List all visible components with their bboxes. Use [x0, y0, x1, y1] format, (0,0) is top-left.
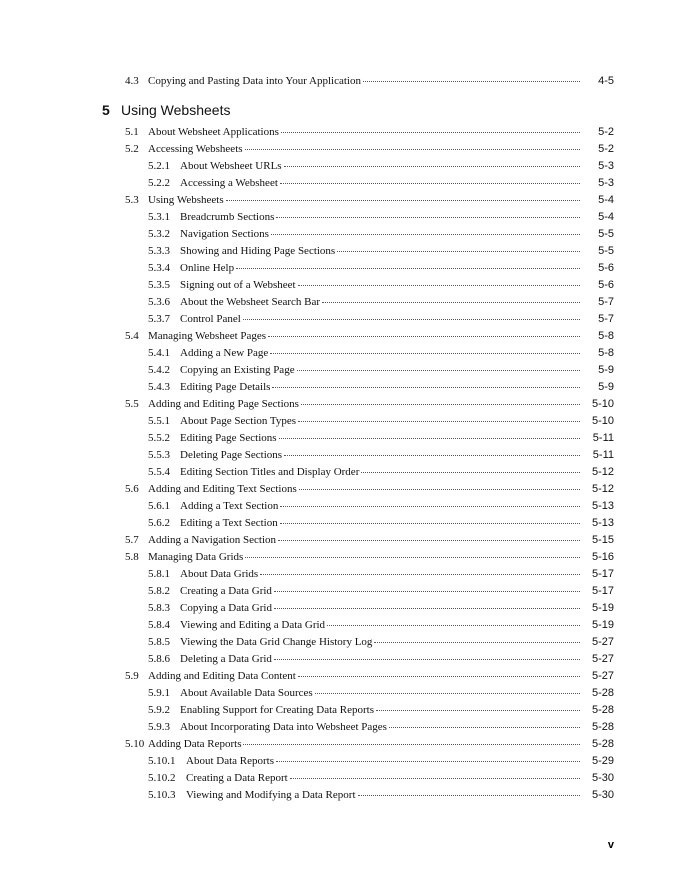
toc-entry-page: 5-15 [591, 534, 614, 546]
toc-entry-page: 5-9 [598, 364, 614, 376]
toc-entry-number: 5.9.3 [148, 721, 170, 733]
dot-leader [276, 761, 580, 762]
toc-entry-page: 5-2 [598, 143, 614, 155]
toc-entry[interactable] [125, 736, 614, 753]
toc-entry-title: Adding and Editing Text Sections [148, 483, 297, 495]
chapter-number: 5 [102, 102, 110, 118]
toc-entry-title: Viewing and Modifying a Data Report [186, 789, 356, 801]
toc-entry-title: Deleting Page Sections [180, 449, 283, 461]
toc-entry[interactable] [148, 362, 614, 379]
toc-entry[interactable] [148, 515, 614, 532]
toc-entry-number: 5.6.2 [148, 517, 170, 529]
toc-entry-title: About Websheet Applications [148, 126, 279, 138]
toc-entry-number: 5.4.1 [148, 347, 170, 359]
toc-entry-page: 5-4 [598, 211, 614, 223]
toc-entry-title: Control Panel [180, 313, 241, 325]
toc-entry-number: 5.10.1 [148, 755, 176, 767]
toc-entry-number: 5.3.4 [148, 262, 170, 274]
toc-entry-number: 5.6 [125, 483, 139, 495]
toc-entry-title: Adding and Editing Data Content [148, 670, 296, 682]
dot-leader [297, 370, 580, 371]
dot-leader [274, 591, 580, 592]
toc-entry-page: 5-28 [591, 687, 614, 699]
toc-entry-page: 5-10 [591, 415, 614, 427]
dot-leader [274, 659, 580, 660]
toc-entry-page: 5-28 [591, 704, 614, 716]
toc-entry[interactable] [148, 583, 614, 600]
toc-entry[interactable] [148, 787, 614, 804]
toc-entry[interactable] [125, 549, 614, 566]
dot-leader [268, 336, 580, 337]
dot-leader [279, 438, 580, 439]
toc-entry[interactable] [125, 668, 614, 685]
toc-entry-number: 5.3.7 [148, 313, 170, 325]
toc-entry-title: Creating a Data Grid [180, 585, 272, 597]
toc-entry[interactable] [125, 141, 614, 158]
toc-entry[interactable] [125, 396, 614, 413]
toc-entry-number: 5.2 [125, 143, 139, 155]
toc-entry-number: 5.4.2 [148, 364, 170, 376]
toc-entry-title: About Data Reports [186, 755, 274, 767]
dot-leader [284, 166, 580, 167]
toc-entry-title: Copying and Pasting Data into Your Application [148, 75, 361, 87]
toc-entry[interactable] [148, 600, 614, 617]
toc-entry[interactable] [148, 158, 614, 175]
toc-entry[interactable] [125, 192, 614, 209]
toc-entry-title: Signing out of a Websheet [180, 279, 296, 291]
toc-entry[interactable] [148, 277, 614, 294]
toc-entry-title: About Page Section Types [180, 415, 297, 427]
dot-leader [274, 608, 580, 609]
dot-leader [298, 421, 580, 422]
dot-leader [245, 149, 580, 150]
toc-entry-page: 5-2 [598, 126, 614, 138]
toc-entry[interactable] [148, 175, 614, 192]
toc-entry-title: Editing a Text Section [180, 517, 278, 529]
toc-entry[interactable] [125, 328, 614, 345]
toc-entry-title: Adding and Editing Page Sections [148, 398, 299, 410]
toc-entry-page: 5-17 [591, 568, 614, 580]
toc-entry-number: 5.2.2 [148, 177, 170, 189]
dot-leader [236, 268, 580, 269]
toc-entry[interactable] [148, 702, 614, 719]
toc-entry[interactable] [125, 124, 614, 141]
dot-leader [226, 200, 580, 201]
toc-entry-number: 5.5.1 [148, 415, 170, 427]
dot-leader [272, 387, 580, 388]
toc-entry-title: Showing and Hiding Page Sections [180, 245, 336, 257]
dot-leader [290, 778, 580, 779]
toc-entry-title: Using Websheets [148, 194, 224, 206]
toc-entry-title: About Available Data Sources [180, 687, 313, 699]
toc-entry[interactable] [125, 532, 614, 549]
dot-leader [337, 251, 580, 252]
toc-entry-number: 5.1 [125, 126, 139, 138]
toc-entry-number: 5.5.4 [148, 466, 170, 478]
toc-entry[interactable] [148, 634, 614, 651]
toc-entry-number: 5.9.1 [148, 687, 170, 699]
toc-entry-page: 5-6 [598, 279, 614, 291]
toc-entry-number: 5.8.1 [148, 568, 170, 580]
toc-entry-number: 5.3.5 [148, 279, 170, 291]
toc-entry-title: Adding a Text Section [180, 500, 279, 512]
toc-entry[interactable] [148, 379, 614, 396]
toc-entry-page: 5-12 [591, 483, 614, 495]
dot-leader [243, 744, 580, 745]
dot-leader [271, 234, 580, 235]
dot-leader [280, 183, 580, 184]
toc-entry-title: Copying an Existing Page [180, 364, 295, 376]
toc-entry-page: 5-17 [591, 585, 614, 597]
toc-entry-number: 5.3.6 [148, 296, 170, 308]
toc-entry[interactable] [148, 651, 614, 668]
toc-entry-number: 5.8.6 [148, 653, 170, 665]
dot-leader [358, 795, 581, 796]
toc-entry-number: 5.4.3 [148, 381, 170, 393]
toc-entry-title: Adding Data Reports [148, 738, 242, 750]
toc-entry[interactable] [148, 685, 614, 702]
toc-entry-title: Accessing a Websheet [180, 177, 278, 189]
toc-entry-number: 5.5.2 [148, 432, 170, 444]
toc-entry-number: 5.3.2 [148, 228, 170, 240]
toc-entry-number: 4.3 [125, 75, 139, 87]
toc-entry-page: 5-30 [591, 772, 614, 784]
toc-entry-number: 5.3.3 [148, 245, 170, 257]
dot-leader [315, 693, 580, 694]
toc-entry-title: Editing Section Titles and Display Order [180, 466, 360, 478]
toc-entry-title: Managing Websheet Pages [148, 330, 267, 342]
toc-entry-title: Accessing Websheets [148, 143, 243, 155]
toc-entry-page: 5-8 [598, 347, 614, 359]
toc-entry-page: 4-5 [598, 75, 614, 87]
dot-leader [243, 319, 580, 320]
dot-leader [284, 455, 580, 456]
toc-entry-number: 5.2.1 [148, 160, 170, 172]
toc-entry-number: 5.10.2 [148, 772, 176, 784]
toc-entry-title: Editing Page Sections [180, 432, 277, 444]
dot-leader [260, 574, 580, 575]
toc-entry-number: 5.10 [125, 738, 145, 750]
toc-entry-page: 5-19 [591, 619, 614, 631]
toc-entry[interactable] [125, 481, 614, 498]
toc-entry-4-3[interactable] [125, 73, 614, 90]
toc-entry-title: Breadcrumb Sections [180, 211, 275, 223]
dot-leader [281, 132, 580, 133]
toc-entry-title: Editing Page Details [180, 381, 271, 393]
toc-entry-number: 5.9.2 [148, 704, 170, 716]
toc-entry[interactable] [148, 617, 614, 634]
toc-entry-number: 5.7 [125, 534, 139, 546]
toc-entry-title: Creating a Data Report [186, 772, 288, 784]
dot-leader [270, 353, 580, 354]
toc-entry-number: 5.5.3 [148, 449, 170, 461]
toc-entry-title: Viewing and Editing a Data Grid [180, 619, 326, 631]
toc-entry-page: 5-27 [591, 653, 614, 665]
toc-entry-page: 5-3 [598, 177, 614, 189]
toc-entry[interactable] [148, 209, 614, 226]
toc-entry-page: 5-30 [591, 789, 614, 801]
toc-entry-page: 5-5 [598, 245, 614, 257]
toc-entry-title: Deleting a Data Grid [180, 653, 272, 665]
toc-entry[interactable] [148, 311, 614, 328]
dot-leader [299, 489, 580, 490]
toc-entry[interactable] [148, 345, 614, 362]
toc-entry[interactable] [148, 260, 614, 277]
toc-entry[interactable] [148, 243, 614, 260]
toc-entry[interactable] [148, 413, 614, 430]
toc-entry[interactable] [148, 226, 614, 243]
toc-entry[interactable] [148, 430, 614, 447]
toc-entry[interactable] [148, 770, 614, 787]
toc-entry[interactable] [148, 498, 614, 515]
chapter-title: Using Websheets [121, 102, 231, 118]
toc-entry-page: 5-6 [598, 262, 614, 274]
toc-entry[interactable] [148, 719, 614, 736]
dot-leader [245, 557, 580, 558]
dot-leader [327, 625, 580, 626]
toc-entry-page: 5-29 [591, 755, 614, 767]
toc-entry-number: 5.8 [125, 551, 139, 563]
toc-entry-title: About Incorporating Data into Websheet Pages [180, 721, 387, 733]
toc-entry-number: 5.4 [125, 330, 139, 342]
dot-leader [389, 727, 580, 728]
toc-entry-page: 5-8 [598, 330, 614, 342]
dot-leader [278, 540, 580, 541]
toc-entry-page: 5-11 [592, 432, 614, 444]
toc-entry-page: 5-12 [591, 466, 614, 478]
toc-entry-page: 5-27 [591, 636, 614, 648]
toc-entry-number: 5.3 [125, 194, 139, 206]
toc-entry-title: Adding a Navigation Section [148, 534, 277, 546]
toc-entry-title: Adding a New Page [180, 347, 269, 359]
toc-entry-number: 5.5 [125, 398, 139, 410]
toc-entry-title: About the Websheet Search Bar [180, 296, 321, 308]
dot-leader [363, 81, 580, 82]
dot-leader [361, 472, 580, 473]
toc-entry-number: 5.9 [125, 670, 139, 682]
dot-leader [276, 217, 580, 218]
toc-entry-number: 5.3.1 [148, 211, 170, 223]
dot-leader [322, 302, 580, 303]
toc-entry-title: Copying a Data Grid [180, 602, 272, 614]
toc-entry[interactable] [148, 464, 614, 481]
toc-entry-number: 5.8.4 [148, 619, 170, 631]
dot-leader [298, 285, 580, 286]
dot-leader [301, 404, 580, 405]
toc-entry-page: 5-28 [591, 738, 614, 750]
toc-entry-title: Viewing the Data Grid Change History Log [180, 636, 373, 648]
toc-entry-page: 5-13 [591, 517, 614, 529]
toc-entry-number: 5.8.3 [148, 602, 170, 614]
toc-entry-page: 5-28 [591, 721, 614, 733]
toc-entry-title: Managing Data Grids [148, 551, 244, 563]
toc-entry-number: 5.10.3 [148, 789, 176, 801]
toc-entry-page: 5-27 [591, 670, 614, 682]
toc-entry-title: About Websheet URLs [180, 160, 282, 172]
toc-entry-title: About Data Grids [180, 568, 259, 580]
toc-entry-page: 5-19 [591, 602, 614, 614]
toc-entry-page: 5-7 [598, 313, 614, 325]
toc-entry[interactable] [148, 753, 614, 770]
dot-leader [280, 523, 580, 524]
toc-entry-number: 5.6.1 [148, 500, 170, 512]
chapter-heading[interactable] [102, 102, 230, 118]
toc-entry-page: 5-16 [591, 551, 614, 563]
dot-leader [298, 676, 580, 677]
toc-entry-page: 5-7 [598, 296, 614, 308]
dot-leader [280, 506, 580, 507]
toc-entry[interactable] [148, 294, 614, 311]
toc-entry-title: Navigation Sections [180, 228, 269, 240]
toc-entry[interactable] [148, 447, 614, 464]
toc-entry-page: 5-3 [598, 160, 614, 172]
toc-entry-number: 5.8.2 [148, 585, 170, 597]
toc-entry-page: 5-10 [591, 398, 614, 410]
dot-leader [374, 642, 580, 643]
toc-entry[interactable] [148, 566, 614, 583]
toc-entry-number: 5.8.5 [148, 636, 170, 648]
toc-entry-page: 5-11 [592, 449, 614, 461]
page-number: v [607, 839, 614, 851]
toc-entry-page: 5-5 [598, 228, 614, 240]
toc-entry-page: 5-9 [598, 381, 614, 393]
toc-entry-page: 5-4 [598, 194, 614, 206]
dot-leader [376, 710, 580, 711]
toc-entry-title: Online Help [180, 262, 235, 274]
toc-entry-page: 5-13 [591, 500, 614, 512]
toc-entry-title: Enabling Support for Creating Data Reports [180, 704, 374, 716]
